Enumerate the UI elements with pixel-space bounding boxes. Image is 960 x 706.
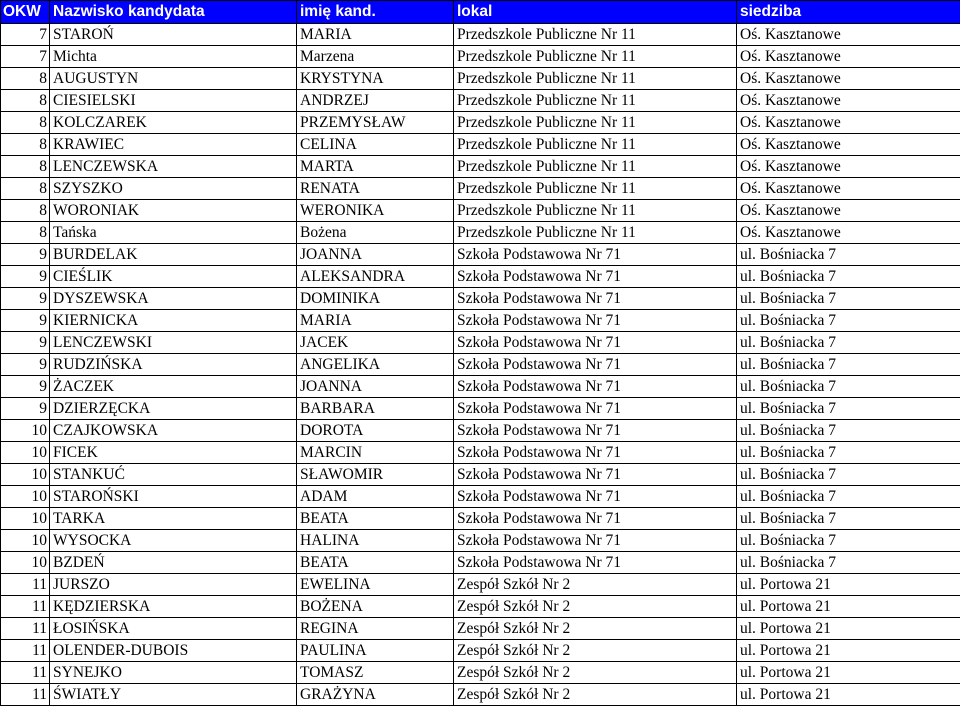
okw-cell: 9	[1, 310, 50, 332]
table-row	[1, 530, 960, 552]
lokal-cell: Szkoła Podstawowa Nr 71	[454, 266, 737, 288]
lokal-cell: Szkoła Podstawowa Nr 71	[454, 376, 737, 398]
okw-cell: 9	[1, 332, 50, 354]
first-name-cell: MARCIN	[297, 442, 454, 464]
okw-cell: 10	[1, 530, 50, 552]
okw-cell: 9	[1, 244, 50, 266]
table-row	[1, 90, 960, 112]
lokal-cell: Przedszkole Publiczne Nr 11	[454, 200, 737, 222]
first-name-cell: ANDRZEJ	[297, 90, 454, 112]
surname-cell: Tańska	[50, 222, 297, 244]
lokal-cell: Szkoła Podstawowa Nr 71	[454, 464, 737, 486]
table-row	[1, 464, 960, 486]
lokal-cell: Szkoła Podstawowa Nr 71	[454, 332, 737, 354]
surname-cell: KIERNICKA	[50, 310, 297, 332]
okw-cell: 7	[1, 46, 50, 68]
table-row	[1, 156, 960, 178]
siedziba-cell: ul. Bośniacka 7	[737, 464, 960, 486]
lokal-cell: Zespół Szkół Nr 2	[454, 640, 737, 662]
siedziba-cell: Oś. Kasztanowe	[737, 46, 960, 68]
surname-cell: Michta	[50, 46, 297, 68]
first-name-cell: CELINA	[297, 134, 454, 156]
siedziba-cell: ul. Portowa 21	[737, 596, 960, 618]
siedziba-cell: Oś. Kasztanowe	[737, 178, 960, 200]
lokal-cell: Szkoła Podstawowa Nr 71	[454, 508, 737, 530]
lokal-cell: Przedszkole Publiczne Nr 11	[454, 178, 737, 200]
lokal-cell: Szkoła Podstawowa Nr 71	[454, 442, 737, 464]
first-name-cell: DOMINIKA	[297, 288, 454, 310]
table-row	[1, 684, 960, 706]
table-row	[1, 178, 960, 200]
table-row	[1, 222, 960, 244]
surname-cell: KOLCZAREK	[50, 112, 297, 134]
okw-cell: 8	[1, 156, 50, 178]
siedziba-cell: ul. Bośniacka 7	[737, 420, 960, 442]
first-name-cell: ALEKSANDRA	[297, 266, 454, 288]
okw-cell: 7	[1, 24, 50, 46]
okw-cell: 10	[1, 552, 50, 574]
table-row	[1, 46, 960, 68]
first-name-cell: JOANNA	[297, 244, 454, 266]
lokal-cell: Zespół Szkół Nr 2	[454, 684, 737, 706]
table-row	[1, 596, 960, 618]
lokal-cell: Zespół Szkół Nr 2	[454, 596, 737, 618]
table-row	[1, 244, 960, 266]
table-row	[1, 200, 960, 222]
okw-cell: 9	[1, 288, 50, 310]
siedziba-cell: Oś. Kasztanowe	[737, 134, 960, 156]
first-name-cell: JOANNA	[297, 376, 454, 398]
lokal-cell: Szkoła Podstawowa Nr 71	[454, 354, 737, 376]
lokal-cell: Szkoła Podstawowa Nr 71	[454, 288, 737, 310]
table-row	[1, 662, 960, 684]
first-name-cell: BARBARA	[297, 398, 454, 420]
column-header-first-name: imię kand.	[297, 1, 454, 24]
siedziba-cell: ul. Bośniacka 7	[737, 376, 960, 398]
lokal-cell: Przedszkole Publiczne Nr 11	[454, 46, 737, 68]
surname-cell: KRAWIEC	[50, 134, 297, 156]
lokal-cell: Przedszkole Publiczne Nr 11	[454, 156, 737, 178]
surname-cell: LENCZEWSKI	[50, 332, 297, 354]
first-name-cell: MARIA	[297, 24, 454, 46]
first-name-cell: KRYSTYNA	[297, 68, 454, 90]
surname-cell: ŁOSIŃSKA	[50, 618, 297, 640]
first-name-cell: TOMASZ	[297, 662, 454, 684]
surname-cell: AUGUSTYN	[50, 68, 297, 90]
first-name-cell: SŁAWOMIR	[297, 464, 454, 486]
first-name-cell: PAULINA	[297, 640, 454, 662]
siedziba-cell: Oś. Kasztanowe	[737, 156, 960, 178]
table-row	[1, 376, 960, 398]
first-name-cell: BOŻENA	[297, 596, 454, 618]
table-row	[1, 398, 960, 420]
siedziba-cell: ul. Bośniacka 7	[737, 530, 960, 552]
first-name-cell: BEATA	[297, 508, 454, 530]
first-name-cell: BEATA	[297, 552, 454, 574]
first-name-cell: DOROTA	[297, 420, 454, 442]
surname-cell: DYSZEWSKA	[50, 288, 297, 310]
table-row	[1, 640, 960, 662]
surname-cell: OLENDER-DUBOIS	[50, 640, 297, 662]
surname-cell: CZAJKOWSKA	[50, 420, 297, 442]
first-name-cell: HALINA	[297, 530, 454, 552]
lokal-cell: Przedszkole Publiczne Nr 11	[454, 68, 737, 90]
first-name-cell: Marzena	[297, 46, 454, 68]
okw-cell: 10	[1, 442, 50, 464]
table-row	[1, 310, 960, 332]
lokal-cell: Szkoła Podstawowa Nr 71	[454, 398, 737, 420]
lokal-cell: Zespół Szkół Nr 2	[454, 618, 737, 640]
okw-cell: 11	[1, 662, 50, 684]
surname-cell: STAROŃSKI	[50, 486, 297, 508]
siedziba-cell: ul. Portowa 21	[737, 684, 960, 706]
surname-cell: ŚWIATŁY	[50, 684, 297, 706]
siedziba-cell: ul. Bośniacka 7	[737, 486, 960, 508]
table-row	[1, 68, 960, 90]
siedziba-cell: ul. Bośniacka 7	[737, 552, 960, 574]
column-header-siedziba: siedziba	[737, 1, 960, 24]
surname-cell: JURSZO	[50, 574, 297, 596]
surname-cell: CIESIELSKI	[50, 90, 297, 112]
siedziba-cell: Oś. Kasztanowe	[737, 24, 960, 46]
lokal-cell: Szkoła Podstawowa Nr 71	[454, 244, 737, 266]
siedziba-cell: Oś. Kasztanowe	[737, 112, 960, 134]
surname-cell: WYSOCKA	[50, 530, 297, 552]
lokal-cell: Szkoła Podstawowa Nr 71	[454, 420, 737, 442]
table-row	[1, 354, 960, 376]
okw-cell: 8	[1, 112, 50, 134]
okw-cell: 11	[1, 684, 50, 706]
first-name-cell: ANGELIKA	[297, 354, 454, 376]
column-header-surname: Nazwisko kandydata	[50, 1, 297, 24]
surname-cell: SZYSZKO	[50, 178, 297, 200]
surname-cell: WORONIAK	[50, 200, 297, 222]
first-name-cell: MARTA	[297, 156, 454, 178]
siedziba-cell: ul. Portowa 21	[737, 662, 960, 684]
siedziba-cell: ul. Bośniacka 7	[737, 398, 960, 420]
siedziba-cell: Oś. Kasztanowe	[737, 200, 960, 222]
table-row	[1, 24, 960, 46]
siedziba-cell: ul. Bośniacka 7	[737, 354, 960, 376]
table-row	[1, 332, 960, 354]
okw-cell: 9	[1, 398, 50, 420]
first-name-cell: WERONIKA	[297, 200, 454, 222]
column-header-lokal: lokal	[454, 1, 737, 24]
lokal-cell: Szkoła Podstawowa Nr 71	[454, 552, 737, 574]
okw-cell: 8	[1, 200, 50, 222]
siedziba-cell: ul. Portowa 21	[737, 574, 960, 596]
first-name-cell: PRZEMYSŁAW	[297, 112, 454, 134]
okw-cell: 10	[1, 508, 50, 530]
okw-cell: 9	[1, 354, 50, 376]
siedziba-cell: ul. Portowa 21	[737, 618, 960, 640]
lokal-cell: Zespół Szkół Nr 2	[454, 662, 737, 684]
table-header	[1, 1, 960, 24]
surname-cell: FICEK	[50, 442, 297, 464]
table-row	[1, 486, 960, 508]
siedziba-cell: Oś. Kasztanowe	[737, 90, 960, 112]
lokal-cell: Szkoła Podstawowa Nr 71	[454, 310, 737, 332]
okw-cell: 9	[1, 376, 50, 398]
okw-cell: 8	[1, 90, 50, 112]
table-row	[1, 574, 960, 596]
surname-cell: SYNEJKO	[50, 662, 297, 684]
surname-cell: CIEŚLIK	[50, 266, 297, 288]
siedziba-cell: ul. Portowa 21	[737, 640, 960, 662]
lokal-cell: Przedszkole Publiczne Nr 11	[454, 112, 737, 134]
table-row	[1, 112, 960, 134]
okw-cell: 8	[1, 222, 50, 244]
first-name-cell: EWELINA	[297, 574, 454, 596]
okw-cell: 10	[1, 486, 50, 508]
first-name-cell: RENATA	[297, 178, 454, 200]
table-row	[1, 618, 960, 640]
surname-cell: BZDEŃ	[50, 552, 297, 574]
surname-cell: RUDZIŃSKA	[50, 354, 297, 376]
okw-cell: 10	[1, 420, 50, 442]
lokal-cell: Przedszkole Publiczne Nr 11	[454, 222, 737, 244]
siedziba-cell: ul. Bośniacka 7	[737, 332, 960, 354]
okw-cell: 11	[1, 618, 50, 640]
lokal-cell: Przedszkole Publiczne Nr 11	[454, 90, 737, 112]
column-header-okw: OKW	[1, 1, 50, 24]
surname-cell: STANKUĆ	[50, 464, 297, 486]
okw-cell: 11	[1, 574, 50, 596]
okw-cell: 8	[1, 178, 50, 200]
surname-cell: BURDELAK	[50, 244, 297, 266]
siedziba-cell: ul. Bośniacka 7	[737, 310, 960, 332]
siedziba-cell: ul. Bośniacka 7	[737, 266, 960, 288]
table-row	[1, 288, 960, 310]
okw-cell: 10	[1, 464, 50, 486]
lokal-cell: Szkoła Podstawowa Nr 71	[454, 486, 737, 508]
okw-cell: 11	[1, 640, 50, 662]
surname-cell: KĘDZIERSKA	[50, 596, 297, 618]
surname-cell: TARKA	[50, 508, 297, 530]
first-name-cell: ADAM	[297, 486, 454, 508]
surname-cell: DZIERZĘCKA	[50, 398, 297, 420]
siedziba-cell: Oś. Kasztanowe	[737, 68, 960, 90]
first-name-cell: Bożena	[297, 222, 454, 244]
first-name-cell: JACEK	[297, 332, 454, 354]
siedziba-cell: ul. Bośniacka 7	[737, 508, 960, 530]
first-name-cell: GRAŻYNA	[297, 684, 454, 706]
surname-cell: STAROŃ	[50, 24, 297, 46]
okw-cell: 8	[1, 134, 50, 156]
okw-cell: 11	[1, 596, 50, 618]
okw-cell: 8	[1, 68, 50, 90]
lokal-cell: Zespół Szkół Nr 2	[454, 574, 737, 596]
first-name-cell: MARIA	[297, 310, 454, 332]
lokal-cell: Szkoła Podstawowa Nr 71	[454, 530, 737, 552]
table-row	[1, 508, 960, 530]
siedziba-cell: ul. Bośniacka 7	[737, 244, 960, 266]
siedziba-cell: Oś. Kasztanowe	[737, 222, 960, 244]
table-row	[1, 552, 960, 574]
table-row	[1, 442, 960, 464]
lokal-cell: Przedszkole Publiczne Nr 11	[454, 24, 737, 46]
table-row	[1, 266, 960, 288]
header-row	[1, 1, 960, 24]
okw-cell: 9	[1, 266, 50, 288]
siedziba-cell: ul. Bośniacka 7	[737, 442, 960, 464]
table-body	[1, 24, 960, 706]
first-name-cell: REGINA	[297, 618, 454, 640]
siedziba-cell: ul. Bośniacka 7	[737, 288, 960, 310]
table-row	[1, 134, 960, 156]
surname-cell: ŻACZEK	[50, 376, 297, 398]
table-row	[1, 420, 960, 442]
lokal-cell: Przedszkole Publiczne Nr 11	[454, 134, 737, 156]
surname-cell: LENCZEWSKA	[50, 156, 297, 178]
